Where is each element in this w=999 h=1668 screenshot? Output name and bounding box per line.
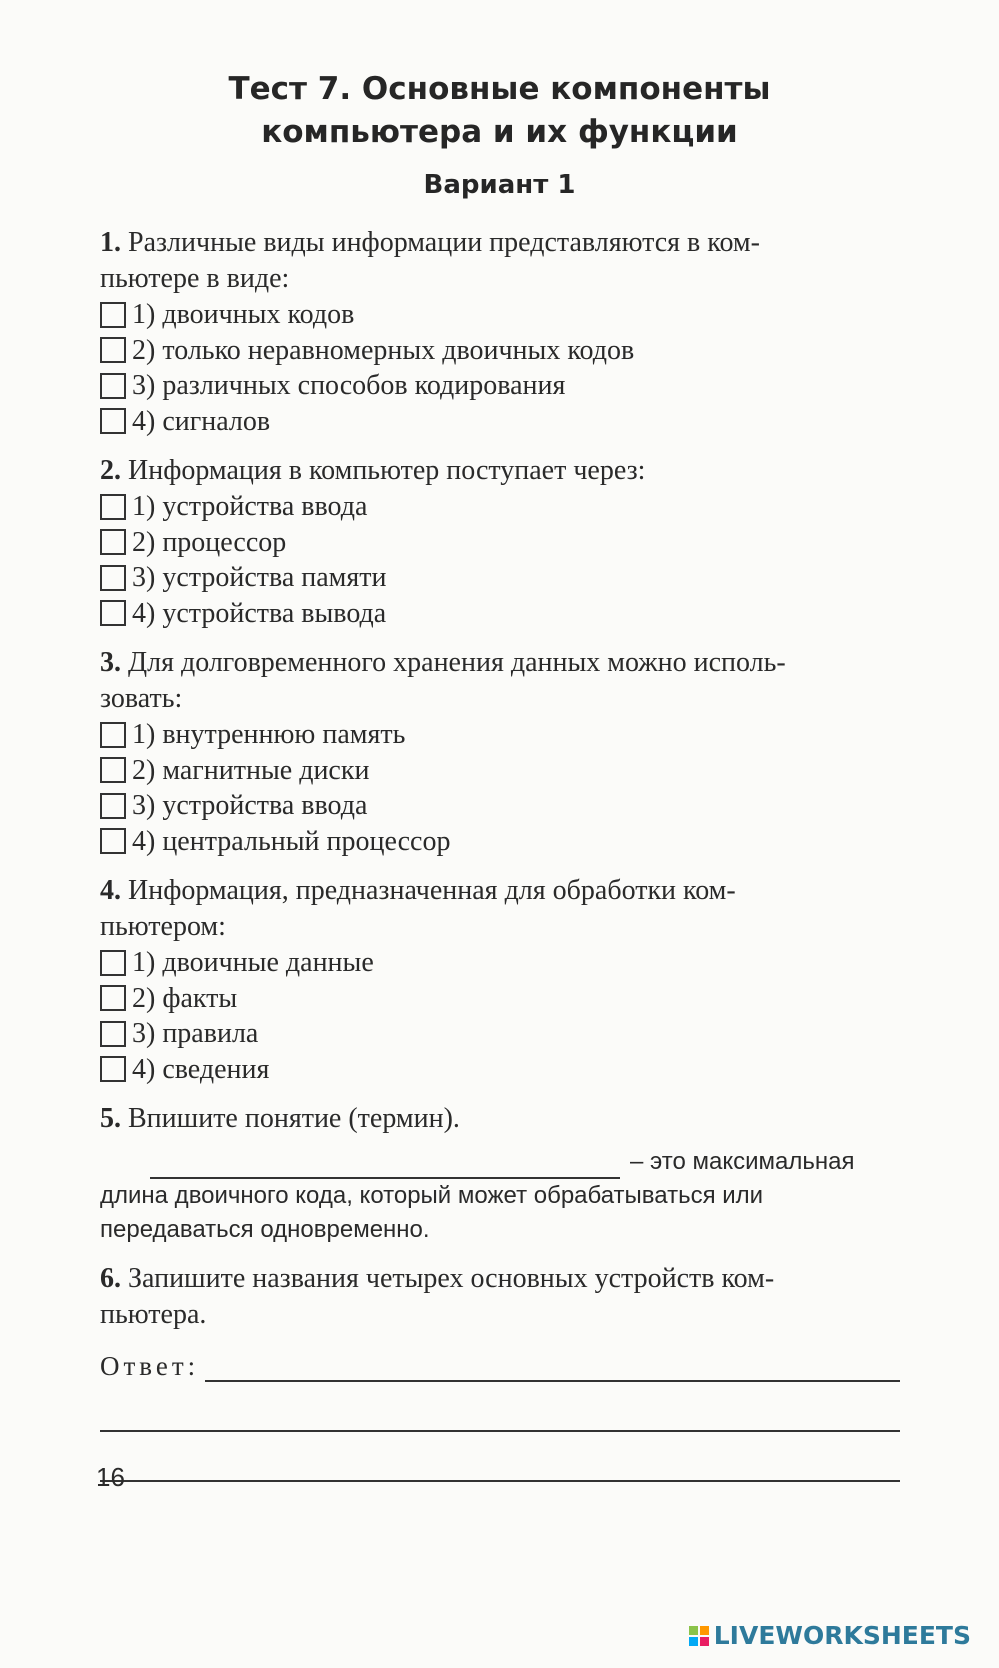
page-title [0, 68, 999, 154]
brand-name: LIVEWORKSHEETS [713, 1621, 971, 1650]
answer-checkbox[interactable] [100, 985, 126, 1011]
questions [100, 225, 900, 1496]
question-5-definition-cont: длина двоичного кода, который может обрабатываться или [100, 1182, 764, 1209]
answer-checkbox[interactable] [100, 408, 126, 434]
option: 4) сведения [100, 1052, 900, 1088]
option: 1) устройства ввода [100, 489, 900, 525]
option: 4) сигналов [100, 404, 900, 440]
question-5 [100, 1101, 900, 1247]
question-4-text-cont: пьютером: [100, 911, 226, 942]
answer-checkbox[interactable] [100, 793, 126, 819]
answer-checkbox[interactable] [100, 565, 126, 591]
option: 2) только неравномерных двоичных кодов [100, 333, 900, 369]
answer-checkbox[interactable] [100, 722, 126, 748]
answer-input-line[interactable] [100, 1432, 900, 1482]
option: 3) устройства памяти [100, 560, 900, 596]
answer-row [100, 1351, 900, 1382]
title-line-2: компьютера и их функции [261, 114, 738, 150]
answer-label: Ответ: [100, 1351, 200, 1381]
option: 1) двоичные данные [100, 945, 900, 981]
answer-checkbox[interactable] [100, 950, 126, 976]
answer-checkbox[interactable] [100, 1056, 126, 1082]
page-number: 16 [96, 1462, 125, 1492]
option: 4) центральный процессор [100, 824, 900, 860]
option: 3) правила [100, 1016, 900, 1052]
question-3 [100, 645, 900, 859]
variant-label: Вариант 1 [423, 170, 576, 200]
option: 2) процессор [100, 525, 900, 561]
answer-checkbox[interactable] [100, 373, 126, 399]
option: 2) факты [100, 981, 900, 1017]
answer-input-line[interactable] [100, 1382, 900, 1432]
question-1-text: 1. Различные виды информации представляются в ком- [100, 227, 760, 258]
answer-checkbox[interactable] [100, 302, 126, 328]
answer-checkbox[interactable] [100, 1021, 126, 1047]
answer-checkbox[interactable] [100, 757, 126, 783]
question-5-text: 5. Впишите понятие (термин). [100, 1103, 460, 1134]
question-6 [100, 1261, 900, 1482]
question-3-text-cont: зовать: [100, 683, 183, 714]
liveworksheets-logo [689, 1621, 971, 1650]
option: 3) устройства ввода [100, 788, 900, 824]
question-3-text: 3. Для долговременного хранения данных можно исполь- [100, 647, 786, 678]
question-6-text: 6. Запишите названия четырех основных устройств ком- [100, 1263, 775, 1294]
question-4 [100, 873, 900, 1087]
question-1-text-cont: пьютере в виде: [100, 263, 290, 294]
question-5-definition: – это максимальная [100, 1145, 900, 1179]
option: 3) различных способов кодирования [100, 368, 900, 404]
question-5-definition-end: передаваться одновременно. [100, 1216, 430, 1243]
option: 1) двоичных кодов [100, 297, 900, 333]
term-input-line[interactable] [150, 1151, 620, 1179]
question-2-text: 2. Информация в компьютер поступает через: [100, 455, 646, 486]
brand-blocks-icon [689, 1626, 709, 1646]
answer-checkbox[interactable] [100, 828, 126, 854]
title-line-1: Тест 7. Основные компоненты [228, 71, 771, 107]
option: 2) магнитные диски [100, 753, 900, 789]
option: 1) внутреннюю память [100, 717, 900, 753]
answer-checkbox[interactable] [100, 494, 126, 520]
answer-checkbox[interactable] [100, 600, 126, 626]
option: 4) устройства вывода [100, 596, 900, 632]
question-1 [100, 225, 900, 439]
question-2 [100, 453, 900, 631]
answer-checkbox[interactable] [100, 529, 126, 555]
answer-checkbox[interactable] [100, 337, 126, 363]
question-4-text: 4. Информация, предназначенная для обработки ком- [100, 875, 736, 906]
answer-input-line[interactable] [205, 1352, 900, 1382]
question-6-text-cont: пьютера. [100, 1299, 207, 1330]
